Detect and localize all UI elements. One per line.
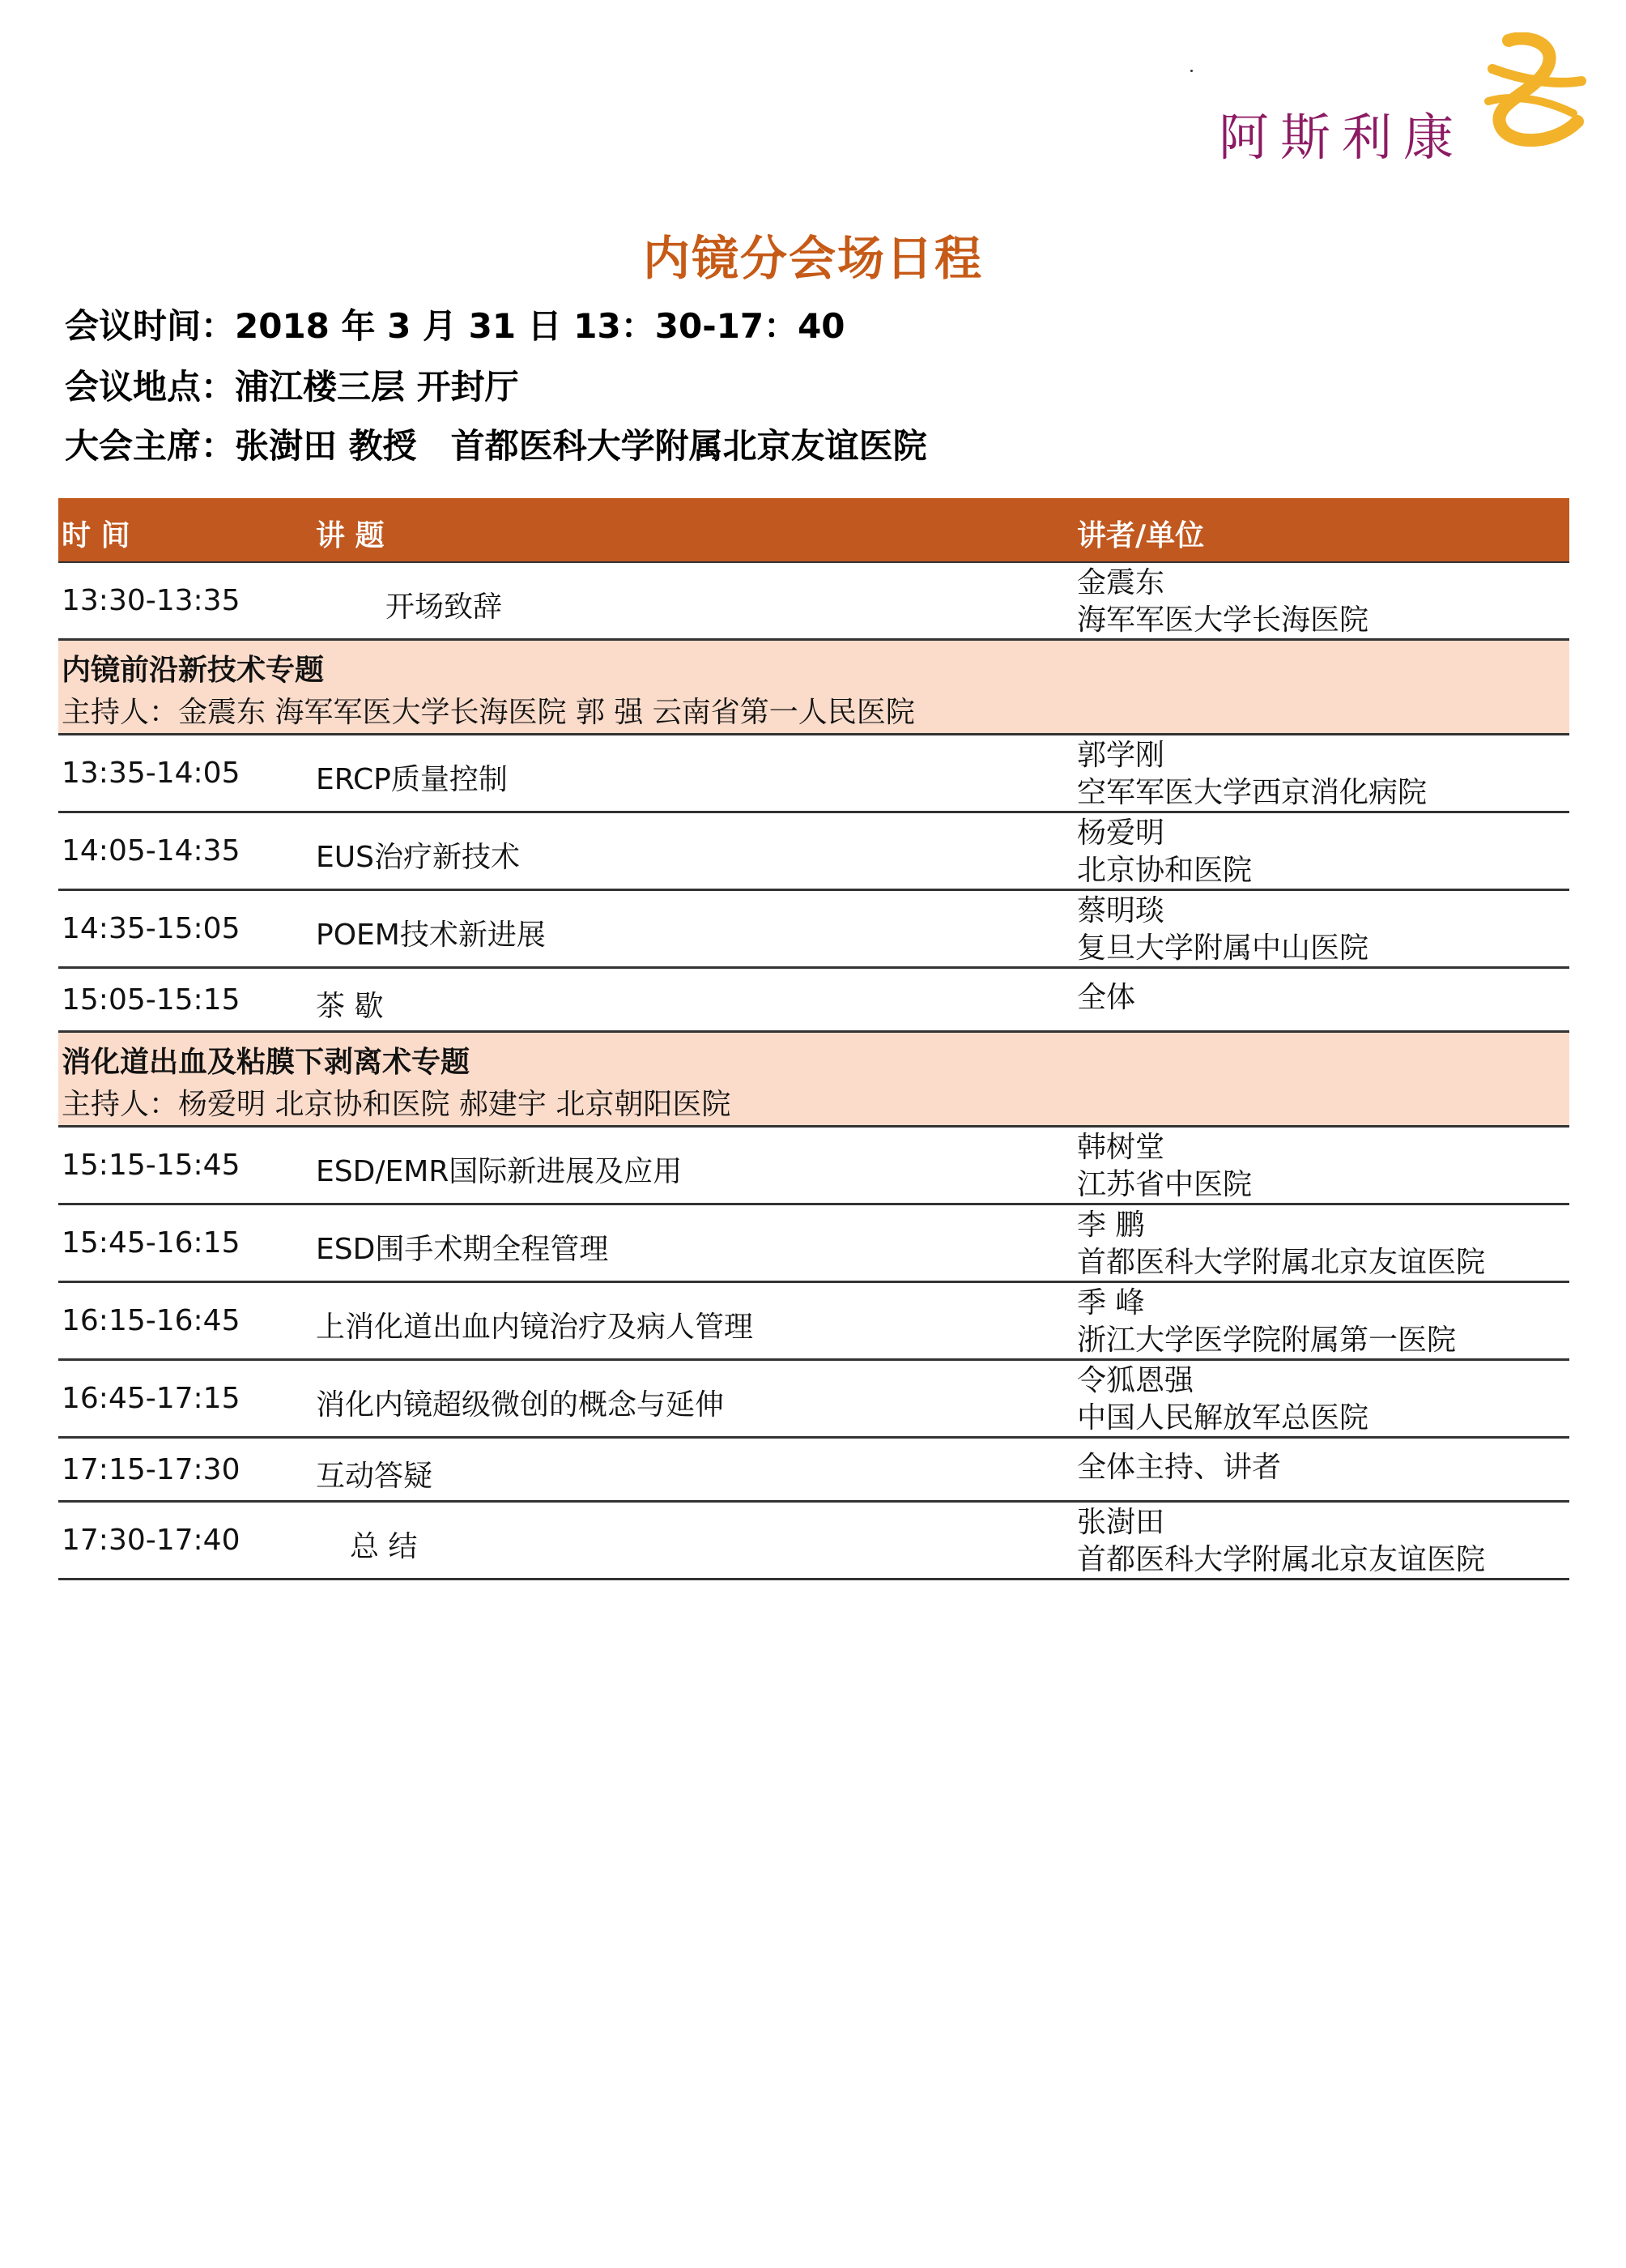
header-topic: 讲 题	[316, 519, 385, 552]
speaker-unit: 海军军医大学长海医院	[1077, 603, 1369, 637]
section-header	[58, 1033, 1569, 1128]
speaker-unit: 江苏省中医院	[1077, 1168, 1253, 1201]
row-speaker	[1077, 1207, 1485, 1281]
row-speaker	[1077, 1285, 1456, 1359]
row-topic: 总 结	[350, 1530, 418, 1563]
speaker-unit: 首都医科大学附属北京友谊医院	[1077, 1246, 1486, 1279]
table-row	[58, 1503, 1569, 1580]
row-time: 13:30-13:35	[62, 584, 240, 617]
speaker-name: 全体主持、讲者	[1077, 1451, 1282, 1484]
meeting-chair: 大会主席：张澍田 教授 首都医科大学附属北京友谊医院	[65, 426, 927, 466]
astrazeneca-logo	[1219, 32, 1591, 167]
speaker-name: 令狐恩强	[1077, 1364, 1194, 1397]
speaker-unit: 首都医科大学附属北京友谊医院	[1077, 1543, 1486, 1576]
speaker-name: 郭学刚	[1077, 739, 1165, 772]
speaker-unit: 空军军医大学西京消化病院	[1077, 776, 1428, 809]
section-title: 内镜前沿新技术专题	[62, 654, 325, 687]
table-row	[58, 735, 1569, 813]
section-title: 消化道出血及粘膜下剥离术专题	[62, 1046, 470, 1079]
row-time: 15:15-15:45	[62, 1149, 240, 1182]
row-speaker	[1077, 815, 1252, 889]
section-hosts: 主持人：杨爱明 北京协和医院 郝建宇 北京朝阳医院	[62, 1088, 731, 1121]
section-header	[58, 641, 1569, 735]
row-topic: ERCP质量控制	[316, 763, 508, 796]
speaker-name: 韩树堂	[1077, 1131, 1165, 1164]
row-speaker	[1077, 1504, 1485, 1579]
speaker-unit: 北京协和医院	[1077, 854, 1253, 887]
table-header	[58, 498, 1569, 563]
row-topic: 上消化道出血内镜治疗及病人管理	[316, 1311, 754, 1344]
row-topic: 消化内镜超级微创的概念与延伸	[316, 1388, 725, 1422]
meeting-time: 会议时间：2018 年 3 月 31 日 13：30-17：40	[65, 306, 845, 346]
dot-mark	[1190, 70, 1193, 72]
row-topic: 开场致辞	[385, 590, 503, 624]
row-time: 17:15-17:30	[62, 1453, 240, 1486]
header-time: 时 间	[62, 519, 130, 552]
speaker-name: 季 峰	[1077, 1286, 1145, 1319]
row-topic: ESD/EMR国际新进展及应用	[316, 1155, 683, 1188]
row-time: 16:15-16:45	[62, 1304, 240, 1337]
table-row	[58, 1283, 1569, 1361]
table-row	[58, 1128, 1569, 1205]
table-row	[58, 969, 1569, 1033]
meeting-venue: 会议地点：浦江楼三层 开封厅	[65, 367, 519, 407]
row-time: 17:30-17:40	[62, 1524, 240, 1557]
table-row	[58, 1361, 1569, 1439]
speaker-unit: 中国人民解放军总医院	[1077, 1401, 1369, 1435]
speaker-name: 杨爱明	[1077, 816, 1165, 850]
section-hosts: 主持人：金震东 海军军医大学长海医院 郭 强 云南省第一人民医院	[62, 696, 915, 729]
row-speaker	[1077, 565, 1368, 639]
table-row	[58, 563, 1569, 641]
row-time: 15:05-15:15	[62, 983, 240, 1017]
schedule-table	[58, 498, 1569, 1580]
speaker-name: 金震东	[1077, 566, 1165, 599]
table-row	[58, 1439, 1569, 1503]
table-row	[58, 813, 1569, 891]
header-speaker: 讲者/单位	[1077, 519, 1205, 552]
table-row	[58, 1205, 1569, 1283]
speaker-name: 全体	[1077, 981, 1136, 1014]
row-speaker	[1077, 737, 1427, 812]
row-time: 16:45-17:15	[62, 1382, 240, 1415]
page-title: 内镜分会场日程	[642, 231, 983, 286]
speaker-unit: 浙江大学医学院附属第一医院	[1077, 1324, 1457, 1357]
speaker-name: 李 鹏	[1077, 1209, 1145, 1242]
logo-swirl-icon	[1476, 32, 1590, 154]
row-topic: 茶 歇	[316, 990, 384, 1023]
row-speaker	[1077, 893, 1368, 967]
row-topic: POEM技术新进展	[316, 919, 546, 952]
row-topic: ESD围手术期全程管理	[316, 1233, 609, 1266]
speaker-unit: 复旦大学附属中山医院	[1077, 932, 1369, 965]
row-topic: 互动答疑	[316, 1460, 433, 1493]
row-time: 14:35-15:05	[62, 912, 240, 945]
table-row	[58, 891, 1569, 969]
row-topic: EUS治疗新技术	[316, 841, 520, 874]
row-speaker	[1077, 1362, 1368, 1437]
speaker-name: 蔡明琰	[1077, 894, 1165, 927]
row-time: 13:35-14:05	[62, 757, 240, 790]
logo-text: 阿斯利康	[1219, 108, 1466, 167]
row-time: 14:05-14:35	[62, 834, 240, 868]
speaker-name: 张澍田	[1077, 1506, 1165, 1539]
row-time: 15:45-16:15	[62, 1226, 240, 1260]
row-speaker	[1077, 1129, 1252, 1204]
